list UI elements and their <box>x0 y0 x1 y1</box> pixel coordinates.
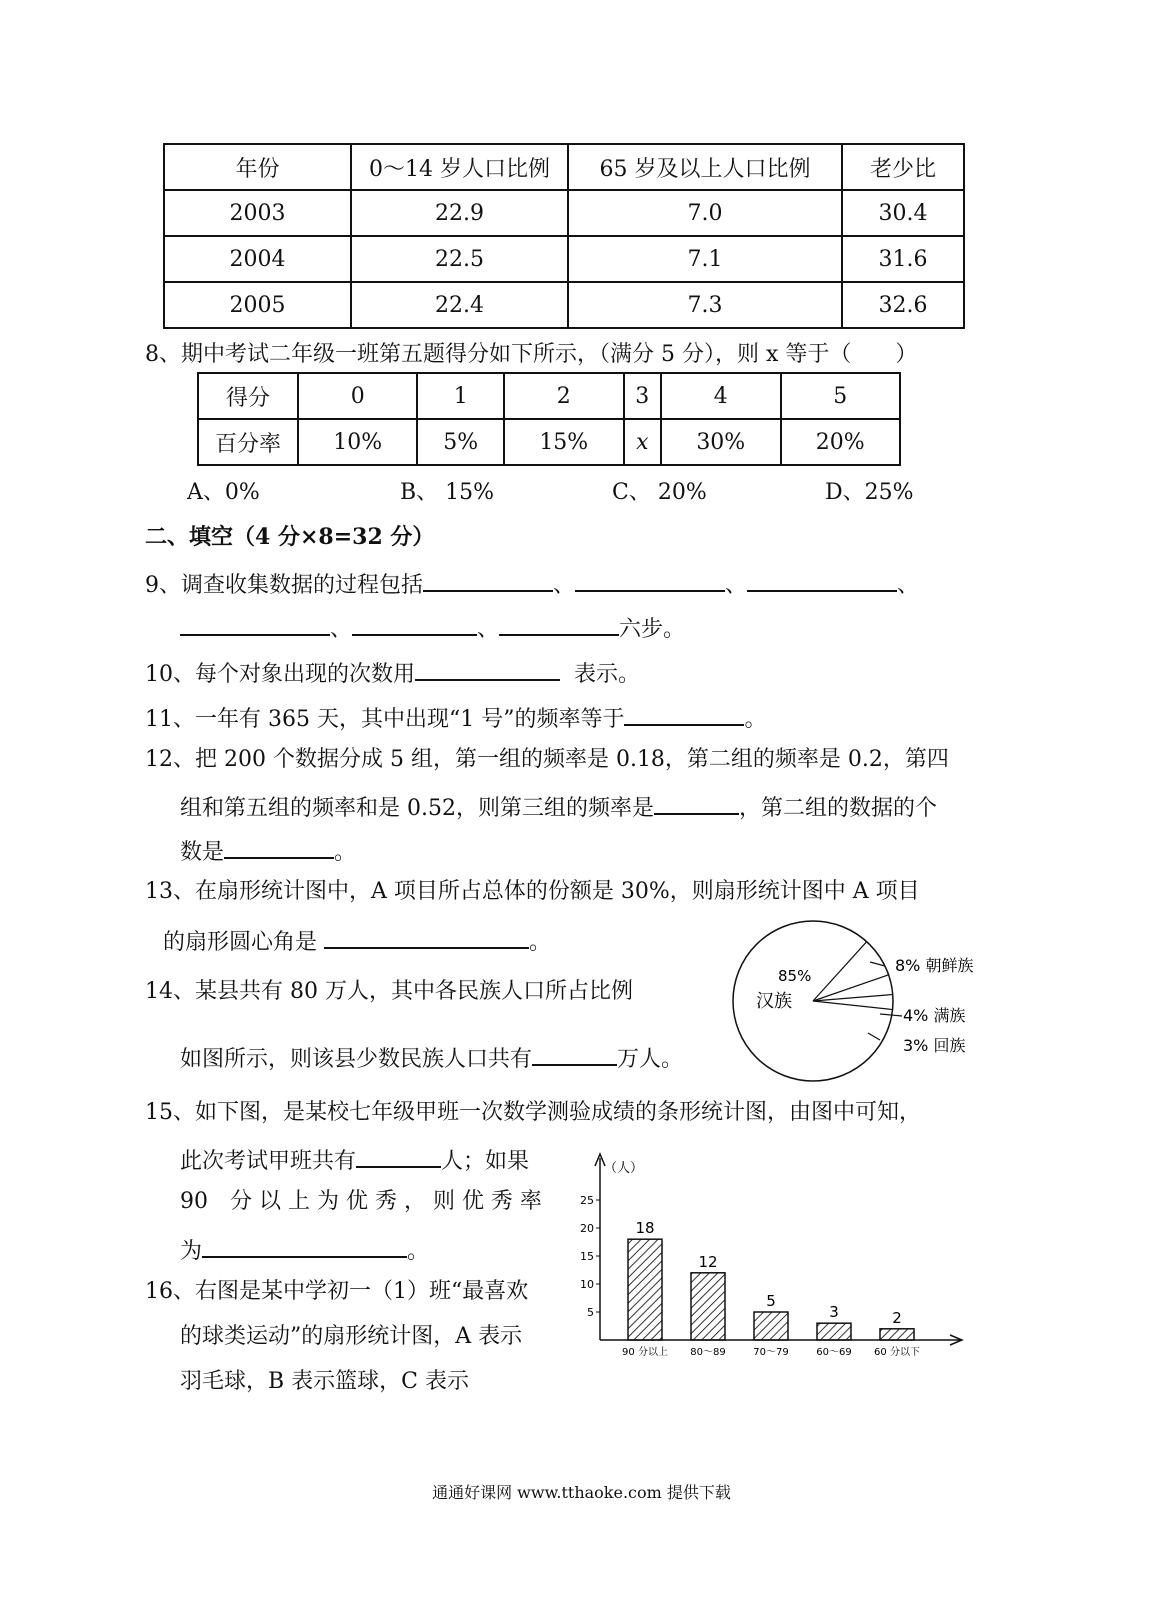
pie-pct-label: 85% <box>778 967 812 985</box>
table-header-cell: 65 岁及以上人口比例 <box>568 144 842 190</box>
option-a: A、0% <box>187 480 260 505</box>
y-tick-label: 25 <box>580 1194 594 1207</box>
question-14-suffix: 万人。 <box>617 1047 684 1072</box>
question-9-end: 六步。 <box>619 617 686 642</box>
question-15-line4 <box>180 1232 429 1267</box>
question-15-text: 为 <box>180 1239 203 1264</box>
bar-value-label: 3 <box>829 1303 839 1322</box>
separator: 、 <box>725 573 748 598</box>
question-16-line2: 的球类运动”的扇形统计图，A 表示 <box>180 1324 523 1349</box>
question-14-line1: 14、某县共有 80 万人，其中各民族人口所占比例 <box>145 979 633 1004</box>
table-header-row <box>164 144 964 190</box>
answer-blank[interactable] <box>324 923 529 949</box>
question-12-line1: 12、把 200 个数据分成 5 组，第一组的频率是 0.18，第二组的频率是 0.2，第四 <box>145 747 949 772</box>
y-axis-label: （人） <box>604 1161 644 1176</box>
question-10 <box>145 655 640 690</box>
pie-slice-label: 4% 满族 <box>903 1006 966 1025</box>
answer-blank[interactable] <box>356 1142 441 1168</box>
question-16-line1: 16、右图是某中学初一（1）班“最喜欢 <box>145 1279 529 1304</box>
score-cell: 0 <box>298 373 417 419</box>
x-tick-label: 70～79 <box>753 1347 789 1358</box>
answer-blank[interactable] <box>575 566 725 592</box>
answer-blank[interactable] <box>224 833 334 859</box>
separator: 、 <box>553 573 576 598</box>
percent-cell: 20% <box>781 419 901 465</box>
question-14-text: 如图所示，则该县少数民族人口共有 <box>180 1047 533 1072</box>
table-cell: 32.6 <box>842 282 964 328</box>
question-15-suffix: 。 <box>407 1239 430 1264</box>
question-15-line1: 15、如下图，是某校七年级甲班一次数学测验成绩的条形统计图，由图中可知， <box>145 1100 921 1125</box>
percent-cell: 15% <box>504 419 623 465</box>
separator: 、 <box>897 573 920 598</box>
question-16-line3: 羽毛球，B 表示篮球，C 表示 <box>180 1369 469 1394</box>
bar <box>754 1312 788 1340</box>
table-cell: 31.6 <box>842 236 964 282</box>
score-cell: 2 <box>504 373 623 419</box>
answer-blank[interactable] <box>423 566 553 592</box>
answer-blank[interactable] <box>499 610 619 636</box>
percent-label: 百分率 <box>198 419 298 465</box>
percent-cell: x <box>624 419 662 465</box>
bar-value-label: 18 <box>635 1219 655 1238</box>
answer-blank[interactable] <box>532 1040 617 1066</box>
x-tick-label: 60 分以下 <box>874 1347 920 1358</box>
question-13-text: 的扇形圆心角是 <box>163 930 318 955</box>
ethnic-pie-chart <box>720 915 1000 1090</box>
question-15-line3: 90 分 以 上 为 优 秀 ， 则 优 秀 率 <box>180 1189 542 1214</box>
pie-slice-label: 汉族 <box>756 991 792 1012</box>
table-cell: 7.0 <box>568 190 842 236</box>
question-9-line2 <box>180 610 685 645</box>
table-header-cell: 老少比 <box>842 144 964 190</box>
bar <box>628 1239 662 1340</box>
percent-cell: 30% <box>661 419 780 465</box>
question-14-line2 <box>180 1040 683 1075</box>
table-row <box>164 236 964 282</box>
answer-blank[interactable] <box>202 1232 407 1258</box>
x-tick-label: 90 分以上 <box>622 1347 668 1358</box>
question-12-line3 <box>180 833 356 868</box>
pie-slice-edge <box>813 994 893 1001</box>
question-13-suffix: 。 <box>529 930 552 955</box>
pie-slice-label: 8% 朝鲜族 <box>895 956 974 975</box>
question-15-text: 此次考试甲班共有 <box>180 1149 357 1174</box>
answer-blank[interactable] <box>415 655 560 681</box>
question-11 <box>145 700 766 735</box>
x-tick-label: 80～89 <box>690 1347 726 1358</box>
pie-slice-label: 3% 回族 <box>903 1036 966 1055</box>
score-table <box>197 372 901 466</box>
table-row <box>164 190 964 236</box>
option-b: B、 15% <box>400 480 495 505</box>
page-footer: 通通好课网 www.tthaoke.com 提供下载 <box>432 1483 731 1502</box>
separator: 、 <box>477 617 500 642</box>
option-c: C、 20% <box>612 480 707 505</box>
leader-line <box>868 1033 880 1040</box>
answer-blank[interactable] <box>747 566 897 592</box>
score-cell: 3 <box>624 373 662 419</box>
table-header-cell: 0～14 岁人口比例 <box>351 144 568 190</box>
score-bar-chart <box>560 1150 980 1370</box>
score-cell: 5 <box>781 373 901 419</box>
bar-value-label: 12 <box>698 1252 718 1271</box>
percent-cell: 10% <box>298 419 417 465</box>
table-cell: 30.4 <box>842 190 964 236</box>
bar-value-label: 5 <box>766 1292 776 1310</box>
table-row <box>164 282 964 328</box>
separator: 、 <box>330 617 353 642</box>
question-13-line2 <box>163 923 551 958</box>
question-12-text: 。 <box>334 840 357 865</box>
question-11-text: 11、一年有 365 天，其中出现“1 号”的频率等于 <box>145 707 625 732</box>
bar <box>880 1329 914 1340</box>
score-cell: 4 <box>661 373 780 419</box>
table-cell: 22.5 <box>351 236 568 282</box>
question-9-text: 9、调查收集数据的过程包括 <box>145 573 423 598</box>
question-10-suffix: 表示。 <box>574 662 641 687</box>
y-tick-label: 5 <box>587 1306 594 1319</box>
section-title: 二、填空（4 分×8=32 分） <box>145 524 435 550</box>
x-tick-label: 60～69 <box>816 1347 852 1358</box>
question-9-line1 <box>145 566 919 601</box>
table-cell: 2004 <box>164 236 351 282</box>
y-tick-label: 15 <box>580 1250 594 1263</box>
table-cell: 7.1 <box>568 236 842 282</box>
question-10-text: 10、每个对象出现的次数用 <box>145 662 415 687</box>
answer-blank[interactable] <box>654 789 739 815</box>
score-cell: 1 <box>417 373 504 419</box>
table-cell: 7.3 <box>568 282 842 328</box>
y-tick-label: 10 <box>580 1278 594 1291</box>
question-12-line2 <box>180 789 937 824</box>
question-12-text: 组和第五组的频率和是 0.52，则第三组的频率是 <box>180 796 654 821</box>
score-row <box>198 373 900 419</box>
table-cell: 2005 <box>164 282 351 328</box>
y-tick-label: 20 <box>580 1222 594 1235</box>
bar-value-label: 2 <box>892 1308 902 1327</box>
bar <box>817 1323 851 1340</box>
question-11-suffix: 。 <box>744 707 767 732</box>
population-table <box>163 143 965 329</box>
question-12-text: ，第二组的数据的个 <box>738 796 937 821</box>
question-15-line2 <box>180 1142 529 1177</box>
percent-row <box>198 419 900 465</box>
table-cell: 22.9 <box>351 190 568 236</box>
question-15-text: 人；如果 <box>441 1149 530 1174</box>
question-8-stem: 8、期中考试二年级一班第五题得分如下所示，（满分 5 分），则 x 等于（ ） <box>145 342 918 367</box>
option-d: D、25% <box>825 480 914 505</box>
table-cell: 22.4 <box>351 282 568 328</box>
answer-blank[interactable] <box>352 610 477 636</box>
pie-slice-edge <box>813 1001 893 1010</box>
answer-blank[interactable] <box>180 610 330 636</box>
question-13-line1: 13、在扇形统计图中，A 项目所占总体的份额是 30%，则扇形统计图中 A 项目 <box>145 879 920 904</box>
percent-cell: 5% <box>417 419 504 465</box>
answer-blank[interactable] <box>624 700 744 726</box>
question-12-text: 数是 <box>180 840 225 865</box>
table-header-cell: 年份 <box>164 144 351 190</box>
table-cell: 2003 <box>164 190 351 236</box>
bar <box>691 1273 725 1340</box>
score-label: 得分 <box>198 373 298 419</box>
